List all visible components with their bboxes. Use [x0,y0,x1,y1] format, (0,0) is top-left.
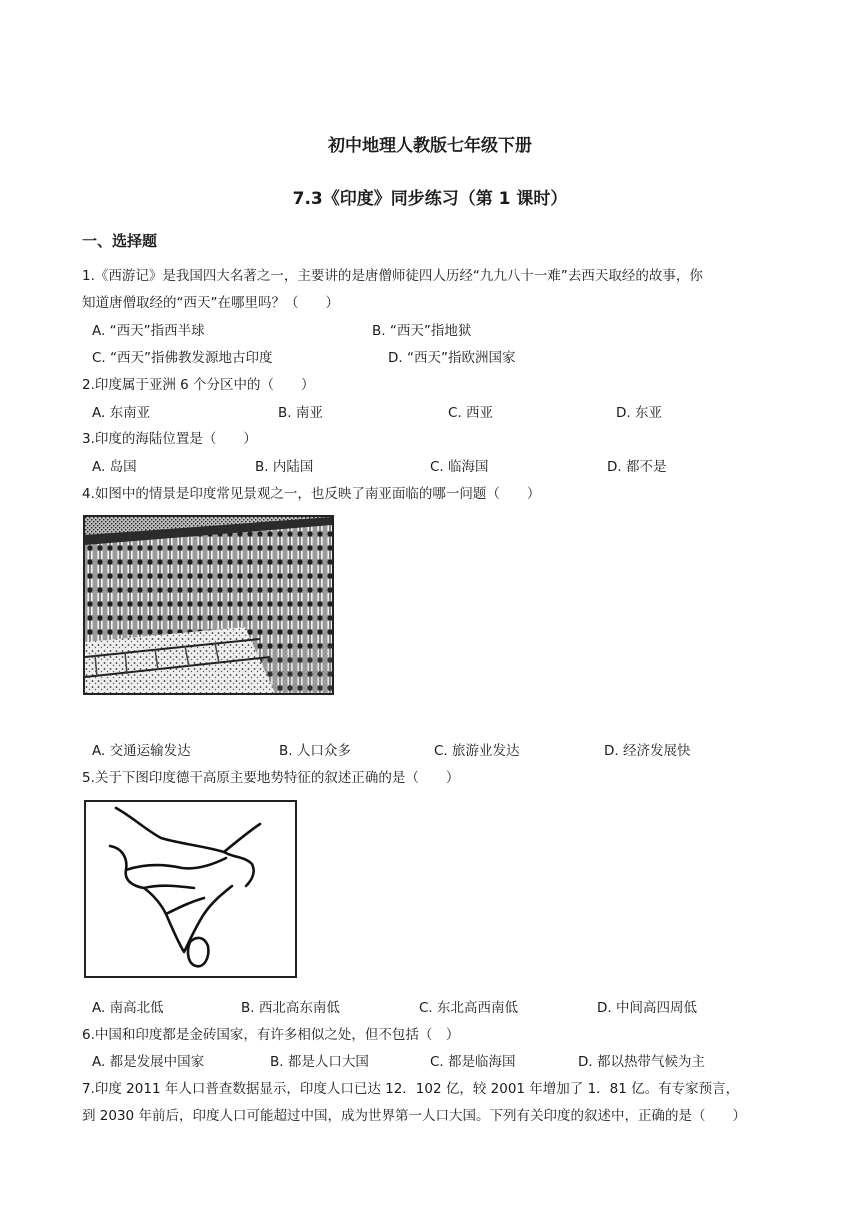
question-3-option-a[interactable]: A. 岛国 [92,459,137,475]
question-2-option-a[interactable]: A. 东南亚 [92,405,151,421]
question-6-option-b[interactable]: B. 都是人口大国 [270,1054,369,1070]
question-6-stem: 6.中国和印度都是金砖国家，有许多相似之处，但不包括（ ） [82,1027,460,1043]
india-outline-map [84,800,297,978]
question-1-stem-line1: 1.《西游记》是我国四大名著之一，主要讲的是唐僧师徒四人历经“九九八十一难”去西天取经的故事，你 [82,268,703,284]
question-5-option-c[interactable]: C. 东北高西南低 [419,1000,519,1016]
question-6-option-c[interactable]: C. 都是临海国 [430,1054,516,1070]
question-6-option-a[interactable]: A. 都是发展中国家 [92,1054,205,1070]
question-2-option-c[interactable]: C. 西亚 [448,405,494,421]
question-1-option-b[interactable]: B. “西天”指地狱 [372,323,472,339]
question-3-option-b[interactable]: B. 内陆国 [255,459,314,475]
page-subtitle: 7.3《印度》同步练习（第 1 课时） [292,189,568,209]
question-4-option-d[interactable]: D. 经济发展快 [604,743,691,759]
question-5-option-a[interactable]: A. 南高北低 [92,1000,164,1016]
question-6-option-d[interactable]: D. 都以热带气候为主 [578,1054,705,1070]
question-3-option-d[interactable]: D. 都不是 [607,459,667,475]
question-1-option-c[interactable]: C. “西天”指佛教发源地古印度 [92,350,273,366]
question-2-option-d[interactable]: D. 东亚 [616,405,662,421]
question-1-stem-line2: 知道唐僧取经的“西天”在哪里吗？（ ） [82,295,339,311]
question-5-option-b[interactable]: B. 西北高东南低 [241,1000,340,1016]
question-7-stem-line1: 7.印度 2011 年人口普查数据显示，印度人口已达 12．102 亿，较 2001 年增加了 1．81 亿。有专家预言， [82,1081,740,1097]
question-4-option-c[interactable]: C. 旅游业发达 [434,743,520,759]
section-heading: 一、选择题 [82,232,158,250]
page-title: 初中地理人教版七年级下册 [328,136,532,156]
question-5-option-d[interactable]: D. 中间高四周低 [597,1000,697,1016]
question-1-option-d[interactable]: D. “西天”指欧洲国家 [388,350,516,366]
question-4-stem: 4.如图中的情景是印度常见景观之一，也反映了南亚面临的哪一问题（ ） [82,486,541,502]
question-1-option-a[interactable]: A. “西天”指西半球 [92,323,205,339]
question-5-stem: 5.关于下图印度德干高原主要地势特征的叙述正确的是（ ） [82,770,460,786]
question-7-stem-line2: 到 2030 年前后，印度人口可能超过中国，成为世界第一人口大国。下列有关印度的叙述中，正确的是（ ） [82,1108,746,1124]
question-2-option-b[interactable]: B. 南亚 [278,405,323,421]
question-4-option-b[interactable]: B. 人口众多 [279,743,351,759]
crowded-train-photo [83,515,334,695]
question-3-stem: 3.印度的海陆位置是（ ） [82,431,257,447]
question-2-stem: 2.印度属于亚洲 6 个分区中的（ ） [82,377,315,393]
question-4-option-a[interactable]: A. 交通运输发达 [92,743,191,759]
question-3-option-c[interactable]: C. 临海国 [430,459,489,475]
